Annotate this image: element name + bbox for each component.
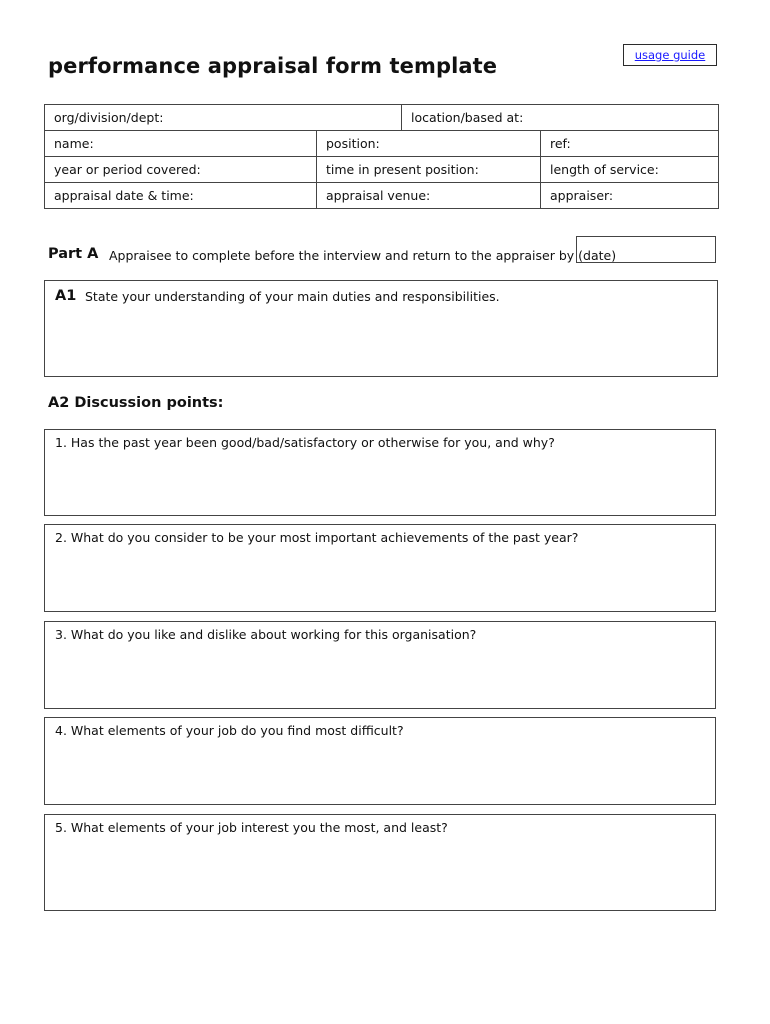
return-date-field[interactable] <box>576 236 716 263</box>
usage-guide-link[interactable]: usage guide <box>623 44 717 66</box>
appraisal-date-field[interactable]: appraisal date & time: <box>45 183 317 209</box>
table-row <box>45 157 719 183</box>
table-row <box>45 131 719 157</box>
location-field[interactable]: location/based at: <box>402 105 719 131</box>
org-division-dept-field[interactable]: org/division/dept: <box>45 105 402 131</box>
position-field[interactable]: position: <box>317 131 541 157</box>
details-table <box>44 104 719 209</box>
discussion-box-2[interactable] <box>44 524 716 612</box>
discussion-question-3: 3. What do you like and dislike about working for this organisation? <box>55 627 477 642</box>
a2-heading: A2 Discussion points: <box>48 395 224 411</box>
name-field[interactable]: name: <box>45 131 317 157</box>
appraiser-field[interactable]: appraiser: <box>541 183 719 209</box>
a1-question: State your understanding of your main duties and responsibilities. <box>85 289 500 304</box>
part-a-title: Part A <box>48 246 99 262</box>
discussion-question-2: 2. What do you consider to be your most important achievements of the past year? <box>55 530 579 545</box>
a1-label: A1 <box>55 288 77 304</box>
period-covered-field[interactable]: year or period covered: <box>45 157 317 183</box>
discussion-question-5: 5. What elements of your job interest you the most, and least? <box>55 820 448 835</box>
time-in-position-field[interactable]: time in present position: <box>317 157 541 183</box>
length-of-service-field[interactable]: length of service: <box>541 157 719 183</box>
discussion-box-4[interactable] <box>44 717 716 805</box>
table-row <box>45 183 719 209</box>
table-row <box>45 105 719 131</box>
discussion-box-3[interactable] <box>44 621 716 709</box>
discussion-question-1: 1. Has the past year been good/bad/satisfactory or otherwise for you, and why? <box>55 435 555 450</box>
discussion-box-5[interactable] <box>44 814 716 911</box>
page-title: performance appraisal form template <box>48 54 498 78</box>
ref-field[interactable]: ref: <box>541 131 719 157</box>
part-a-instruction: Appraisee to complete before the interview and return to the appraiser by (date) <box>109 248 617 263</box>
discussion-question-4: 4. What elements of your job do you find most difficult? <box>55 723 404 738</box>
appraisal-venue-field[interactable]: appraisal venue: <box>317 183 541 209</box>
discussion-box-1[interactable] <box>44 429 716 516</box>
a1-answer-box[interactable] <box>44 280 718 377</box>
